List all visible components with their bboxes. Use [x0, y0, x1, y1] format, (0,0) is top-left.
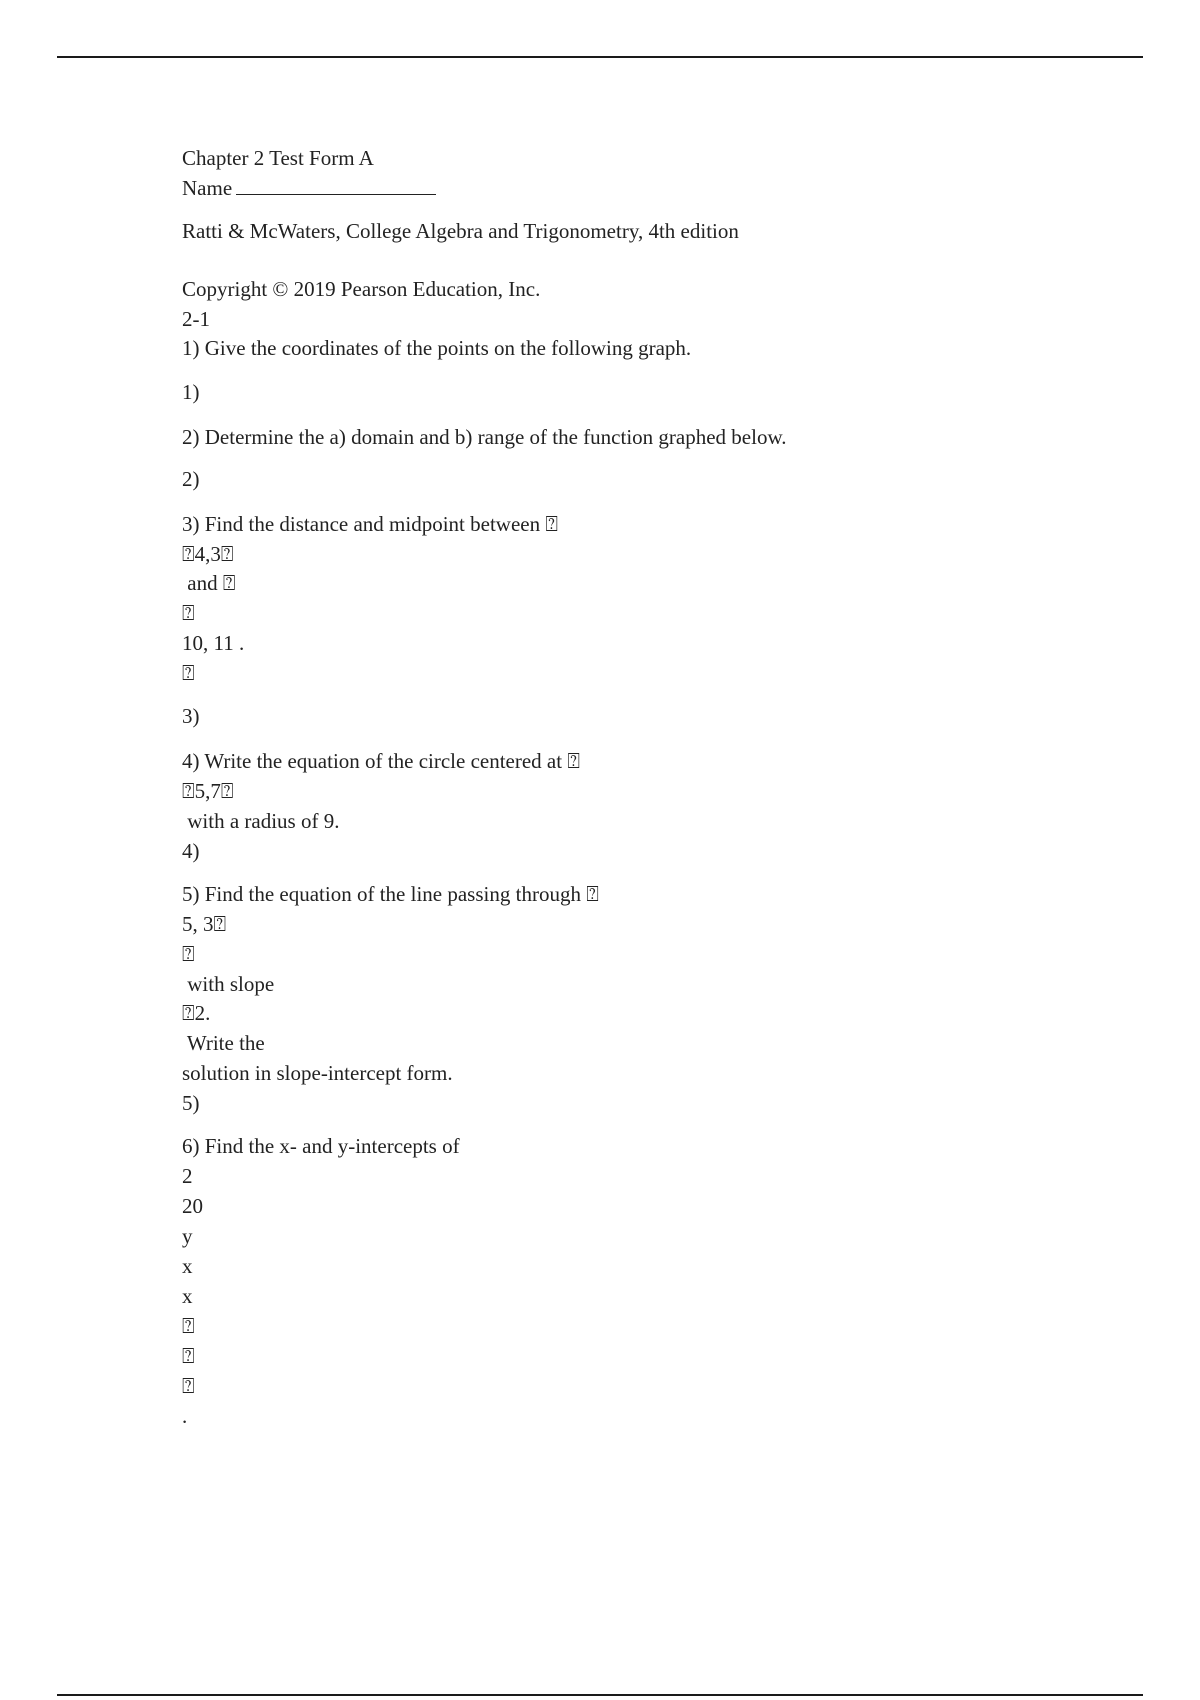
name-line	[182, 175, 436, 201]
question-line: 20	[182, 1194, 203, 1218]
question-line: 2	[182, 1164, 193, 1188]
bottom-rule	[57, 1694, 1143, 1696]
question-line: 10, 11 .	[182, 631, 245, 655]
question-line: 2) Determine the a) domain and b) range of the function graphed below.	[182, 425, 787, 449]
question-line: .	[182, 1404, 188, 1428]
question-line: 1)	[182, 380, 200, 404]
question-line: 2)	[182, 467, 200, 491]
question-line: with slope	[182, 972, 275, 996]
question-line: y	[182, 1224, 193, 1248]
copyright-notice: Copyright © 2019 Pearson Education, Inc.	[182, 277, 541, 301]
top-rule	[57, 56, 1143, 58]
question-line: solution in slope-intercept form.	[182, 1061, 453, 1085]
question-line: ⍰4,3⍰	[182, 542, 234, 566]
name-label: Name	[182, 176, 233, 200]
question-line: x	[182, 1284, 193, 1308]
page-reference: 2-1	[182, 307, 210, 331]
question-line: 3)	[182, 704, 200, 728]
question-line: 3) Find the distance and midpoint between ⍰	[182, 512, 558, 536]
question-line: ⍰5,7⍰	[182, 779, 234, 803]
question-line: and ⍰	[182, 571, 236, 595]
question-line: ⍰	[182, 1344, 195, 1368]
question-line: ⍰	[182, 1374, 195, 1398]
question-line: 6) Find the x- and y-intercepts of	[182, 1134, 460, 1158]
question-line: 4)	[182, 839, 200, 863]
question-line: ⍰	[182, 1314, 195, 1338]
name-blank	[236, 176, 436, 195]
question-line: ⍰	[182, 942, 195, 966]
question-line: ⍰2.	[182, 1001, 211, 1025]
question-line: 5)	[182, 1091, 200, 1115]
question-line: ⍰	[182, 661, 195, 685]
question-line: 1) Give the coordinates of the points on the following graph.	[182, 336, 692, 360]
question-line: ⍰	[182, 601, 195, 625]
question-line: with a radius of 9.	[182, 809, 340, 833]
question-line: 4) Write the equation of the circle centered at ⍰	[182, 749, 580, 773]
question-line: x	[182, 1254, 193, 1278]
textbook-reference: Ratti & McWaters, College Algebra and Trigonometry, 4th edition	[182, 219, 739, 243]
question-line: 5) Find the equation of the line passing through ⍰	[182, 882, 599, 906]
question-line: Write the	[182, 1031, 265, 1055]
question-line: 5, 3⍰	[182, 912, 227, 936]
test-title: Chapter 2 Test Form A	[182, 146, 374, 170]
